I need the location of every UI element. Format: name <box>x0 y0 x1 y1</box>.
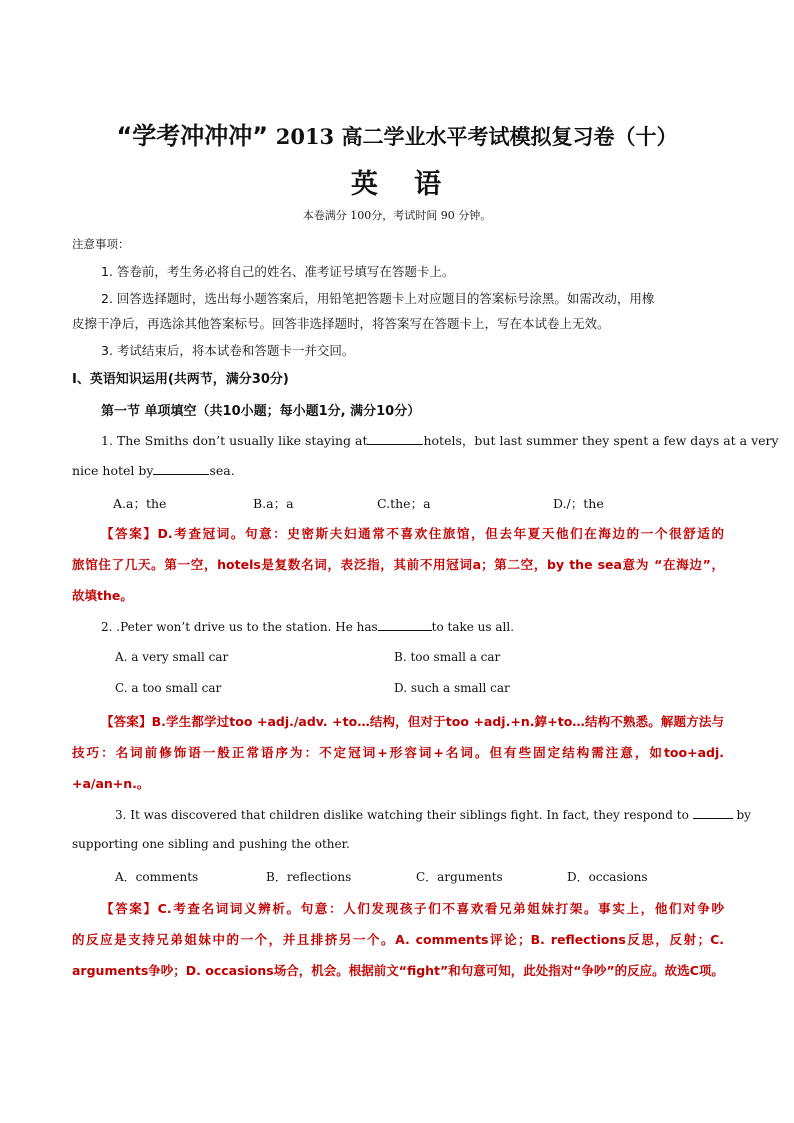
answer-2 <box>72 706 724 799</box>
answer-blank <box>378 618 432 631</box>
brand-name: “学考冲冲冲” <box>116 122 269 150</box>
exam-title <box>60 116 734 151</box>
question-3-stem-cont: supporting one sibling and pushing the other. <box>72 837 350 851</box>
question-1-text: nice hotel by <box>72 463 154 478</box>
notice-item: 1. 答卷前，考生务必将自己的姓名、准考证号填写在答题卡上。 <box>101 264 455 279</box>
notice-item: 3. 考试结束后，将本试卷和答题卡一并交回。 <box>101 343 355 358</box>
answer-line: 【答案】C.考查名词词义辨析。句意：人们发现孩子们不喜欢看兄弟姐妹打架。事实上，他们对争吵 <box>101 901 724 916</box>
answer-1 <box>72 518 724 611</box>
answer-line: 【答案】B.学生都学过too +adj./adv. +to…结构，但对于too +adj.+n.錞+to…结构不熟悉。解题方法与 <box>101 714 724 729</box>
option-a: A. a very small car <box>115 650 229 664</box>
answer-line: 技巧：名词前修饰语一般正常语序为：不定冠词+形容词+名词。但有些固定结构需注意，如too+adj. <box>72 745 724 760</box>
option-d: D. such a small car <box>394 681 510 695</box>
answer-blank <box>693 806 733 819</box>
question-3-text: 3. It was discovered that children dislike watching their siblings fight. In fact, they respond to <box>115 808 689 822</box>
question-2-stem <box>101 618 514 634</box>
notice-item: 2. 回答选择题时，选出每小题答案后，用铅笔把答题卡上对应题目的答案标号涂黑。如需改动，用橡 <box>101 291 655 306</box>
answer-line: 故填the。 <box>72 588 133 603</box>
question-1-text: hotels，but last summer they spent a few days at a very <box>423 433 779 448</box>
question-1-stem-cont <box>72 462 235 478</box>
section-heading: I、英语知识运用(共两节，满分30分) <box>72 372 289 387</box>
option-a: A．comments <box>115 870 199 884</box>
answer-line: 旅馆住了几天。第一空，hotels是复数名词，表泛指，其前不用冠词a；第二空，by the sea意为 “在海边”， <box>72 557 724 572</box>
question-1-stem <box>101 431 779 449</box>
answer-blank <box>153 462 209 475</box>
question-1-text: 1. The Smiths don’t usually like staying at <box>101 433 368 448</box>
answer-line: arguments争吵；D. occasions场合，机会。根据前文“fight”和句意可知，此处指对“争吵”的反应。故选C项。 <box>72 963 724 978</box>
question-2-text: 2. .Peter won’t drive us to the station. He has <box>101 620 378 634</box>
part-heading: 第一节 单项填空（共10小题；每小题1分, 满分10分） <box>101 404 421 419</box>
subject-heading: 英 语 <box>350 169 444 200</box>
question-2-text: to take us all. <box>431 620 515 634</box>
answer-3 <box>72 893 724 986</box>
option-c: C. a too small car <box>115 681 222 695</box>
option-d: D./；the <box>553 496 604 511</box>
answer-blank <box>367 432 423 445</box>
question-3-text: by <box>736 808 751 822</box>
exam-meta: 本卷满分 100分，考试时间 90 分钟。 <box>302 209 492 222</box>
option-d: D．occasions <box>567 870 648 884</box>
option-a: A.a；the <box>113 496 167 511</box>
question-1-text: sea. <box>209 463 235 478</box>
option-b: B.a；a <box>253 496 294 511</box>
notice-item: 皮擦干净后，再选涂其他答案标号。回答非选择题时，将答案写在答题卡上，写在本试卷上无效。 <box>72 316 610 331</box>
exam-title-text: 2013 高二学业水平考试模拟复习卷（十） <box>275 124 678 149</box>
answer-line: 的反应是支持兄弟姐妹中的一个，并且排挤另一个。A. comments评论；B. reflections反思，反射；C. <box>72 932 724 947</box>
answer-line: 【答案】D.考查冠词。句意：史密斯夫妇通常不喜欢住旅馆，但去年夏天他们在海边的一个很舒适的 <box>101 526 724 541</box>
question-3-stem <box>115 806 751 822</box>
answer-line: +a/an+n.。 <box>72 776 150 791</box>
option-b: B．reflections <box>266 870 352 884</box>
option-c: C．arguments <box>416 870 503 884</box>
option-b: B. too small a car <box>394 650 501 664</box>
notice-heading: 注意事项： <box>72 237 130 251</box>
option-c: C.the；a <box>377 496 431 511</box>
